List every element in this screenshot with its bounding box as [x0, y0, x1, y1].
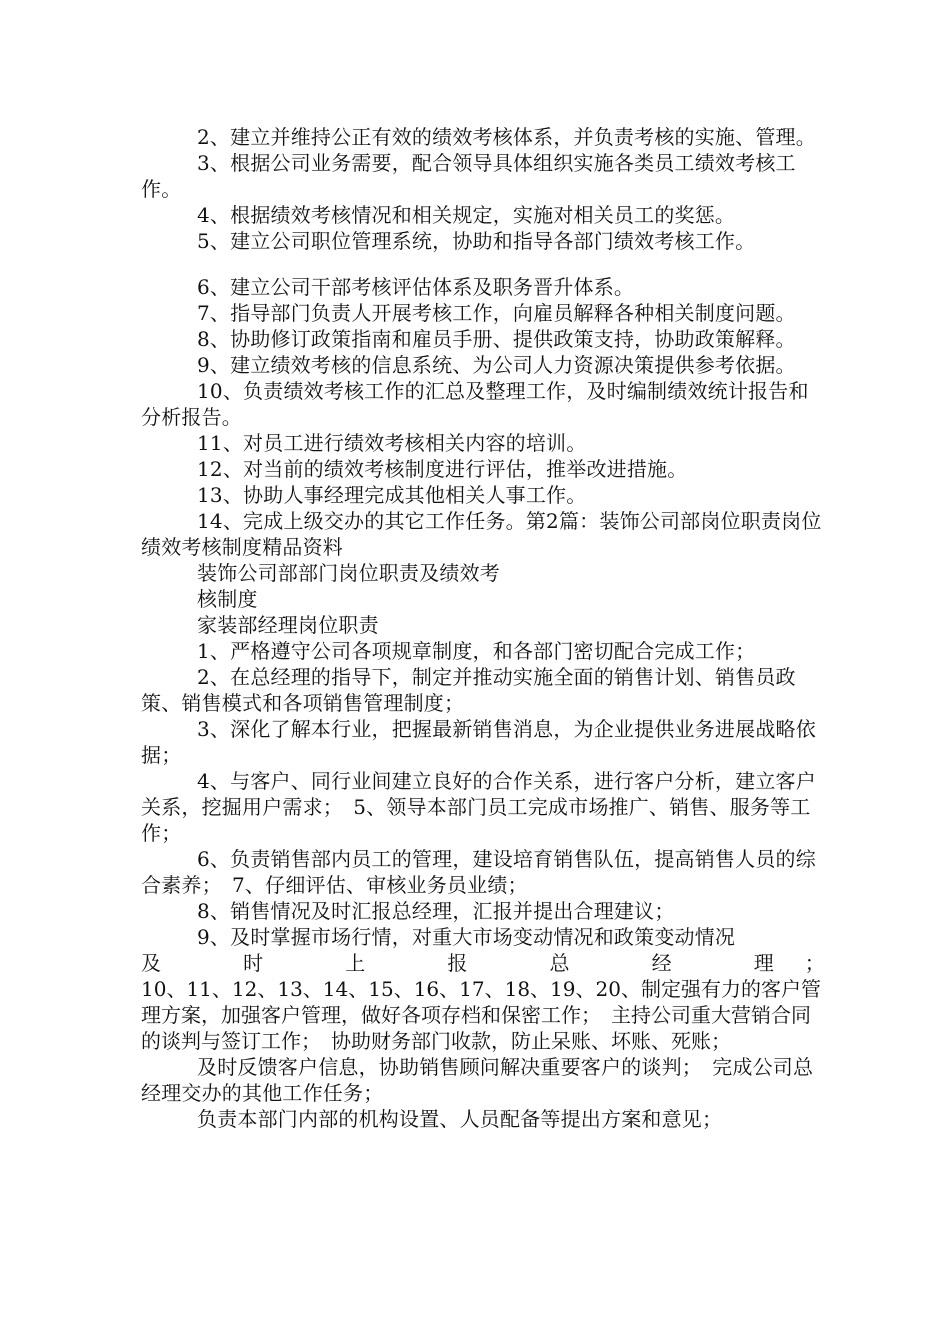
paragraph-item-4: 4、根据绩效考核情况和相关规定，实施对相关员工的奖惩。 [197, 203, 736, 227]
duty-item-9: 9、及时掌握市场行情，对重大市场变动情况和政策变动情况 [197, 925, 736, 949]
paragraph-item-12: 12、对当前的绩效考核制度进行评估，推举改进措施。 [197, 457, 688, 481]
document-body [141, 124, 825, 1132]
duty-item-3: 3、深化了解本行业，把握最新销售消息，为企业提供业务进展战略依据； [141, 717, 816, 767]
duty-item-2: 2、在总经理的指导下，制定并推动实施全面的销售计划、销售员政策、销售模式和各项销售管理制度； [141, 665, 796, 715]
paragraph-item-8: 8、协助修订政策指南和雇员手册、提供政策支持，协助政策解释。 [197, 327, 796, 351]
duty-feedback: 及时反馈客户信息，协助销售顾问解决重要客户的谈判； 完成公司总经理交办的其他工作任务； [141, 1055, 814, 1105]
section-title-continued: 核制度 [197, 587, 258, 611]
paragraph-item-5: 5、建立公司职位管理系统，协助和指导各部门绩效考核工作。 [197, 229, 756, 253]
paragraph-item-13: 13、协助人事经理完成其他相关人事工作。 [197, 483, 587, 507]
duty-item-1: 1、严格遵守公司各项规章制度，和各部门密切配合完成工作； [197, 639, 756, 663]
paragraph-item-3: 3、根据公司业务需要，配合领导具体组织实施各类员工绩效考核工作。 [141, 151, 796, 201]
duty-item-8: 8、销售情况及时汇报总经理，汇报并提出合理建议； [197, 899, 675, 923]
section-title: 装饰公司部部门岗位职责及绩效考 [197, 561, 500, 585]
paragraph-item-14: 14、完成上级交办的其它工作任务。第2篇：装饰公司部岗位职责岗位绩效考核制度精品资料 [141, 509, 822, 559]
paragraph-item-7: 7、指导部门负责人开展考核工作，向雇员解释各种相关制度问题。 [197, 301, 796, 325]
duty-item-10-20: 10、11、12、13、14、15、16、17、18、19、20、制定强有力的客户管理方案，加强客户管理，做好各项存档和保密工作； 主持公司重大营销合同的谈判与签订工作； 协助财务部门收款，防止呆账、坏账、死账； [141, 977, 821, 1053]
paragraph-item-9: 9、建立绩效考核的信息系统、为公司人力资源决策提供参考依据。 [197, 353, 796, 377]
paragraph-item-2: 2、建立并维持公正有效的绩效考核体系，并负责考核的实施、管理。 [197, 125, 816, 149]
paragraph-item-11: 11、对员工进行绩效考核相关内容的培训。 [197, 431, 587, 455]
paragraph-item-6: 6、建立公司干部考核评估体系及职务晋升体系。 [197, 275, 635, 299]
duty-item-9-continued: 及 时 上 报 总 经 理； [141, 951, 825, 975]
duty-structure: 负责本部门内部的机构设置、人员配备等提出方案和意见； [197, 1107, 723, 1131]
subsection-heading: 家装部经理岗位职责 [197, 613, 379, 637]
paragraph-item-10: 10、负责绩效考核工作的汇总及整理工作，及时编制绩效统计报告和分析报告。 [141, 379, 809, 429]
duty-item-4-5: 4、与客户、同行业间建立良好的合作关系，进行客户分析，建立客户关系，挖掘用户需求； 5、领导本部门员工完成市场推广、销售、服务等工作； [141, 769, 816, 845]
duty-item-6-7: 6、负责销售部内员工的管理，建设培育销售队伍，提高销售人员的综合素养； 7、仔细评估、审核业务员业绩； [141, 847, 816, 897]
